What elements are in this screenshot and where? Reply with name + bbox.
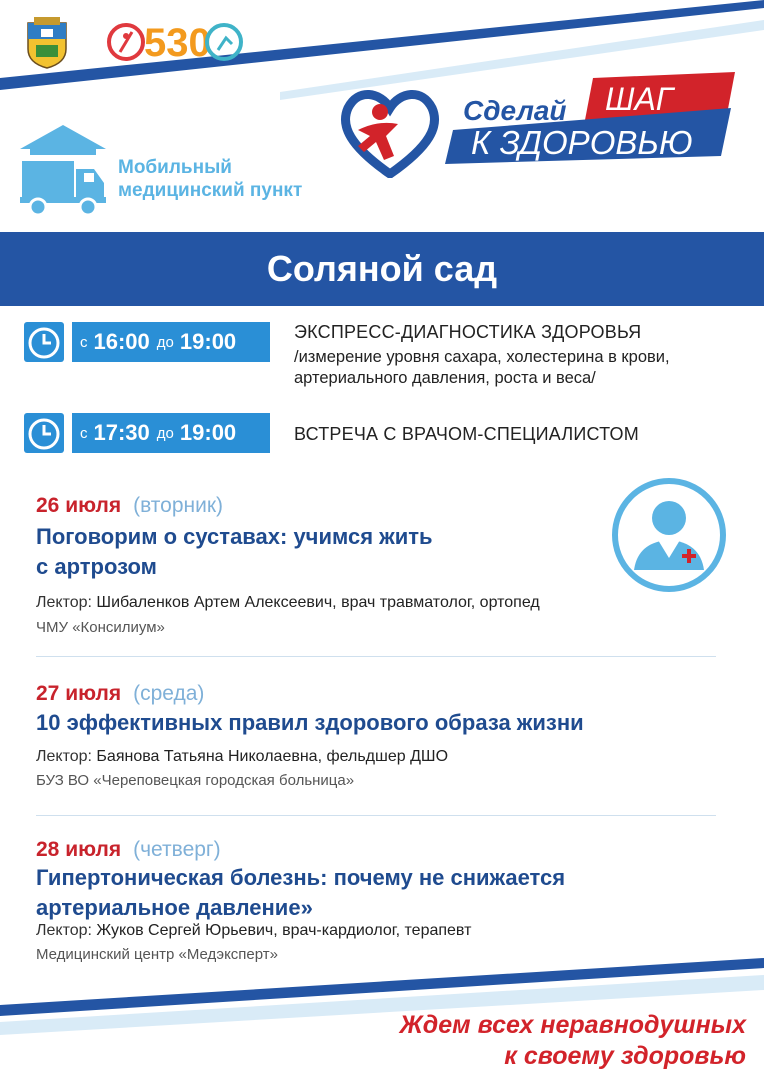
to-time: 19:00 [179, 329, 237, 354]
slogan-part3: К ЗДОРОВЬЮ [471, 124, 693, 161]
to-word: до [156, 333, 174, 351]
location-banner [0, 232, 764, 306]
event-weekday: (вторник) [133, 494, 224, 517]
footer-line1: Ждем всех неравнодушных [399, 1011, 746, 1039]
service-desc-line1: /измерение уровня сахара, холестерина в крови, [294, 348, 670, 366]
event-date-2 [36, 682, 204, 706]
lecturer-label: Лектор: [36, 594, 92, 611]
from-word: с [80, 333, 88, 351]
mobile-unit-line2: медицинский пункт [118, 180, 303, 201]
event-date: 27 июля [36, 682, 122, 705]
event-date: 26 июля [36, 494, 122, 517]
lecturer-name: Баянова Татьяна Николаевна, фельдшер ДШО [96, 748, 449, 765]
city-coat-of-arms-icon [26, 15, 68, 69]
from-time: 16:00 [93, 329, 150, 354]
mobile-unit-line1: Мобильный [118, 157, 232, 178]
event-title-line1: Поговорим о суставах: учимся жить [36, 524, 433, 549]
doctor-icon [610, 476, 728, 594]
time-badge-2 [72, 413, 270, 453]
location-title: Соляной сад [266, 248, 498, 289]
event-title-line1: Гипертоническая болезнь: почему не снижается [36, 865, 566, 890]
event-title-3 [36, 863, 736, 923]
event-weekday: (среда) [133, 682, 205, 705]
event-weekday: (четверг) [133, 838, 221, 861]
event-date: 28 июля [36, 838, 122, 861]
mobile-unit-caption [118, 156, 348, 202]
heart-person-logo-icon [340, 86, 440, 178]
event-org-2: БУЗ ВО «Череповецкая городская больница» [36, 772, 355, 789]
anniversary-530-logo [106, 18, 246, 64]
footer-invitation [326, 1010, 746, 1072]
lecturer-name: Жуков Сергей Юрьевич, врач-кардиолог, терапевт [96, 922, 472, 939]
service-title-2: ВСТРЕЧА С ВРАЧОМ-СПЕЦИАЛИСТОМ [294, 424, 639, 444]
event-title-line2: артериальное давление» [36, 895, 313, 920]
to-time: 19:00 [179, 420, 237, 445]
slogan-logo [445, 72, 745, 172]
footer-line2: к своему здоровью [504, 1042, 746, 1070]
logo-530-text: 530 [144, 21, 211, 64]
lecturer-name: Шибаленков Артем Алексеевич, врач травматолог, ортопед [96, 594, 540, 611]
event-lecturer-1 [36, 594, 540, 612]
slogan-part2: ШАГ [605, 81, 674, 117]
slogan-part1: Сделай [463, 95, 567, 126]
event-org-1: ЧМУ «Консилиум» [36, 619, 165, 636]
event-date-3 [36, 838, 221, 862]
from-word: с [80, 424, 88, 442]
event-lecturer-2 [36, 748, 448, 766]
lecturer-label: Лектор: [36, 922, 92, 939]
event-title-line2: с артрозом [36, 554, 157, 579]
event-title-2 [36, 708, 736, 738]
event-org-3: Медицинский центр «Медэксперт» [36, 946, 278, 963]
service-title-1: ЭКСПРЕСС-ДИАГНОСТИКА ЗДОРОВЬЯ [294, 322, 642, 342]
clock-icon [24, 413, 64, 453]
service-desc-1 [294, 347, 670, 389]
divider [36, 656, 716, 657]
service-desc-line2: артериального давления, роста и веса/ [294, 369, 596, 387]
event-title-1 [36, 522, 596, 582]
event-title-line1: 10 эффективных правил здорового образа жизни [36, 710, 584, 735]
time-badge-1 [72, 322, 270, 362]
clock-icon [24, 322, 64, 362]
mobile-clinic-truck-icon [20, 125, 106, 220]
lecturer-label: Лектор: [36, 748, 92, 765]
to-word: до [156, 424, 174, 442]
event-lecturer-3 [36, 922, 471, 940]
event-date-1 [36, 494, 223, 518]
from-time: 17:30 [93, 420, 150, 445]
divider [36, 815, 716, 816]
